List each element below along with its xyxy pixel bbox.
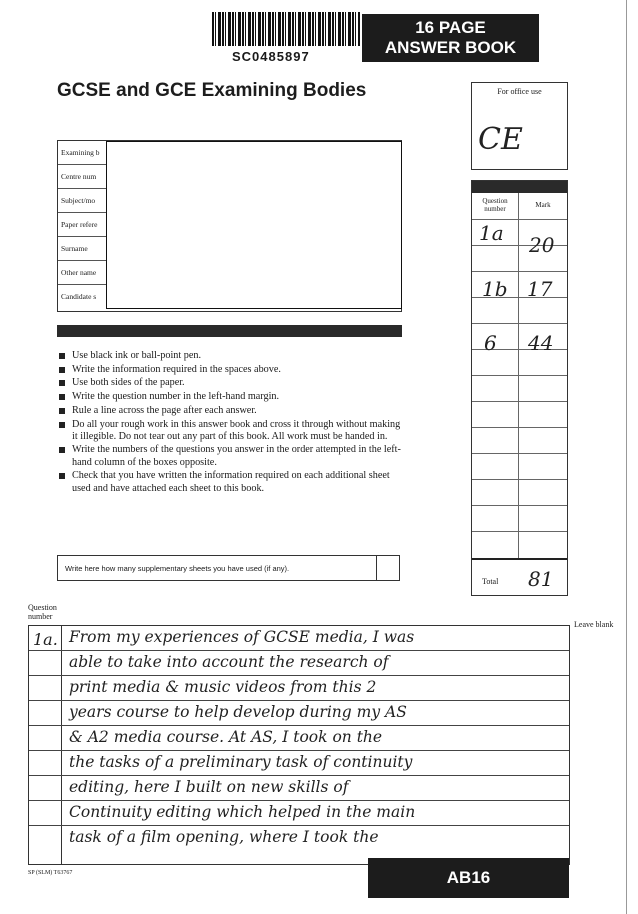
marks-header-question: Question number — [482, 197, 508, 213]
details-row-examining-body: Examining b — [58, 141, 401, 165]
office-use-label: For office use — [497, 87, 542, 96]
supplementary-label: Write here how many supplementary sheets you have used (if any). — [65, 564, 290, 573]
marks-row-line — [472, 479, 567, 480]
marks-mark-cell: 44 — [528, 331, 554, 355]
bullet-icon — [59, 447, 65, 453]
instruction-item: Do all your rough work in this answer book and cross it through without making it illegible. Do not tear out any part of this book. All work must be handed in. — [57, 419, 402, 443]
instruction-item: Check that you have written the information required on each additional sheet used and have attached each sheet to this book. — [57, 470, 402, 494]
barcode — [212, 12, 360, 46]
answer-question-number: 1a. — [33, 630, 58, 649]
details-row-other-names: Other name — [58, 261, 401, 285]
marks-table — [471, 180, 568, 596]
barcode-number: SC0485897 — [232, 49, 310, 64]
answer-line: print media & music videos from this 2 — [29, 676, 569, 701]
footer-code: SP (SLM) T63767 — [28, 870, 73, 876]
details-row-paper-reference: Paper refere — [58, 213, 401, 237]
details-row-subject: Subject/mo — [58, 189, 401, 213]
total-label: Total — [482, 577, 499, 586]
bullet-icon — [59, 408, 65, 414]
instruction-item: Write the numbers of the questions you answer in the order attempted in the left-hand column of the boxes opposite. — [57, 444, 402, 468]
marks-row-line — [472, 427, 567, 428]
marks-question-cell: 1b — [482, 277, 508, 301]
instruction-item: Write the information required in the spaces above. — [57, 364, 402, 376]
bullet-icon — [59, 473, 65, 479]
answer-line: & A2 media course. At AS, I took on the — [29, 726, 569, 751]
office-use-value: CE — [478, 122, 523, 157]
bullet-icon — [59, 422, 65, 428]
bullet-icon — [59, 380, 65, 386]
badge-line-1: 16 PAGE — [415, 18, 486, 37]
details-row-surname: Surname — [58, 237, 401, 261]
instructions-list — [57, 350, 402, 496]
total-value: 81 — [528, 567, 554, 591]
details-row-candidate-signature: Candidate s — [61, 292, 97, 301]
marks-question-cell: 6 — [484, 331, 497, 355]
marks-header-band — [472, 181, 567, 193]
marks-mark-cell: 20 — [529, 233, 555, 257]
marks-row-line — [472, 531, 567, 532]
instruction-item: Write the question number in the left-hand margin. — [57, 391, 402, 403]
answer-area — [28, 625, 570, 865]
bullet-icon — [59, 367, 65, 373]
bullet-icon — [59, 353, 65, 359]
marks-total-line — [472, 558, 567, 560]
answer-line: years course to help develop during my AS — [29, 701, 569, 726]
question-number-label: Question number — [28, 603, 57, 621]
details-row-centre-number: Centre num — [58, 165, 401, 189]
page-edge — [626, 0, 627, 914]
marks-row-line — [472, 271, 567, 272]
bullet-icon — [59, 394, 65, 400]
marks-question-cell: 1a — [479, 221, 504, 245]
page-title: GCSE and GCE Examining Bodies — [57, 80, 367, 101]
instruction-item: Rule a line across the page after each answer. — [57, 405, 402, 417]
instruction-item: Use black ink or ball-point pen. — [57, 350, 402, 362]
badge-line-2: ANSWER BOOK — [384, 38, 517, 57]
leave-blank-label: Leave blank — [574, 620, 614, 629]
ab16-badge: AB16 — [368, 858, 569, 898]
answer-line: editing, here I built on new skills of — [29, 776, 569, 801]
answer-line: task of a film opening, where I took the — [69, 828, 379, 846]
marks-header-mark: Mark — [535, 201, 551, 209]
supplementary-sheets-box — [57, 555, 400, 581]
answer-book-badge — [362, 14, 539, 62]
marks-mark-cell: 17 — [527, 277, 553, 301]
marks-row-line — [472, 505, 567, 506]
divider-bar — [57, 325, 402, 337]
redaction-box — [106, 141, 402, 309]
supplementary-count-field[interactable] — [376, 556, 399, 580]
answer-line: Continuity editing which helped in the main — [29, 801, 569, 826]
marks-row-line — [472, 375, 567, 376]
answer-line: From my experiences of GCSE media, I was — [29, 626, 569, 651]
answer-line: able to take into account the research of — [29, 651, 569, 676]
marks-row-line — [472, 323, 567, 324]
answer-line: the tasks of a preliminary task of continuity — [29, 751, 569, 776]
instruction-item: Use both sides of the paper. — [57, 377, 402, 389]
marks-row-line — [472, 219, 567, 220]
marks-row-line — [472, 453, 567, 454]
marks-row-line — [472, 401, 567, 402]
